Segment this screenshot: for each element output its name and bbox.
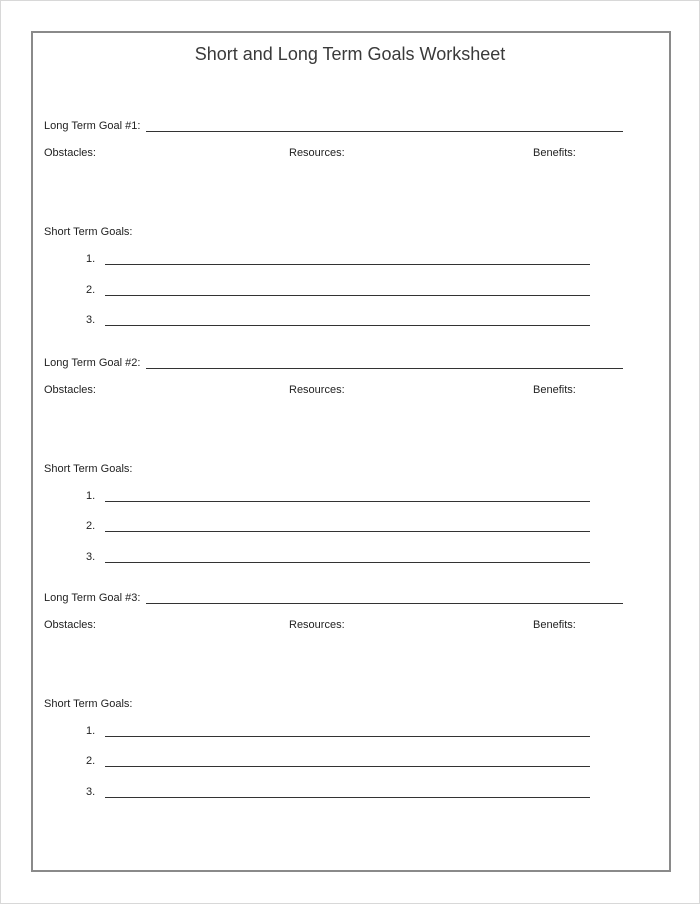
short-term-goals-label: Short Term Goals: [44,698,133,710]
benefits-label: Benefits: [533,147,576,159]
short-term-goal-number: 1. [86,490,96,502]
obstacles-label: Obstacles: [44,619,96,631]
obstacles-label: Obstacles: [44,147,96,159]
obstacles-label: Obstacles: [44,384,96,396]
worksheet-title: Short and Long Term Goals Worksheet [194,44,506,64]
short-term-goal-number: 2. [86,284,96,296]
resources-label: Resources: [289,384,345,396]
short-term-goal-number: 2. [86,520,96,532]
short-term-goal-line[interactable] [105,531,590,532]
long-term-goal-line[interactable] [146,131,623,132]
short-term-goal-number: 1. [86,725,96,737]
short-term-goal-line[interactable] [105,501,590,502]
short-term-goal-number: 1. [86,253,96,265]
resources-label: Resources: [289,619,345,631]
short-term-goal-number: 2. [86,755,96,767]
long-term-goal-label: Long Term Goal #1: [44,120,141,132]
short-term-goal-line[interactable] [105,562,590,563]
short-term-goal-line[interactable] [105,264,590,265]
long-term-goal-line[interactable] [146,368,623,369]
short-term-goals-label: Short Term Goals: [44,226,133,238]
short-term-goal-number: 3. [86,314,96,326]
resources-label: Resources: [289,147,345,159]
short-term-goals-label: Short Term Goals: [44,463,133,475]
short-term-goal-line[interactable] [105,797,590,798]
short-term-goal-number: 3. [86,551,96,563]
short-term-goal-line[interactable] [105,295,590,296]
short-term-goal-line[interactable] [105,325,590,326]
long-term-goal-label: Long Term Goal #3: [44,592,141,604]
long-term-goal-line[interactable] [146,603,623,604]
short-term-goal-line[interactable] [105,766,590,767]
long-term-goal-label: Long Term Goal #2: [44,357,141,369]
benefits-label: Benefits: [533,619,576,631]
short-term-goal-number: 3. [86,786,96,798]
benefits-label: Benefits: [533,384,576,396]
short-term-goal-line[interactable] [105,736,590,737]
